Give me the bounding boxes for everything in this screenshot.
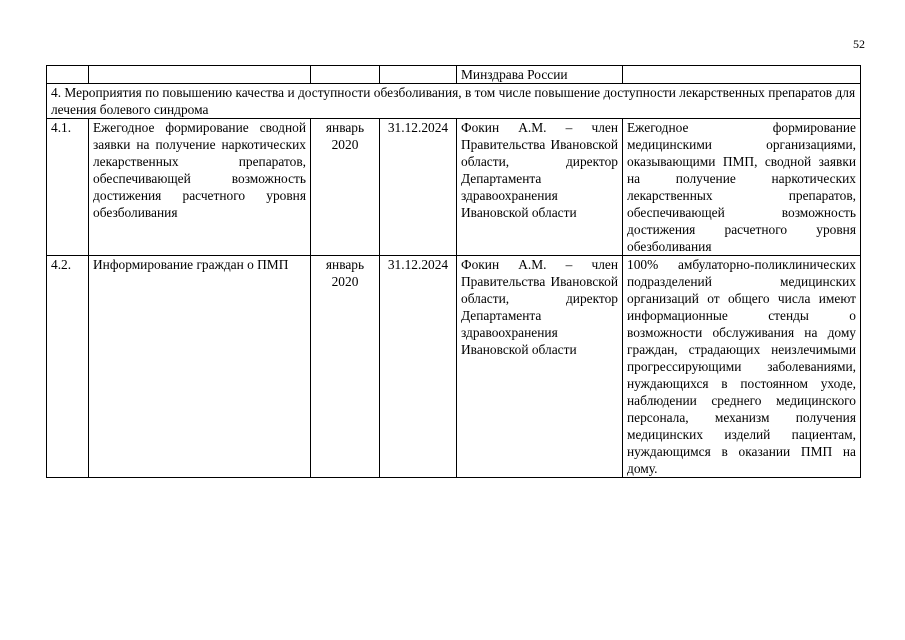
end-cell: 31.12.2024 [380,119,457,256]
number-cell: 4.1. [47,119,89,256]
responsible-cell: Фокин А.М. – член Правительства Ивановской области, директор Департамента здравоохранения Ивановской области [457,119,623,256]
table-row [47,119,861,256]
start-cell [311,66,380,84]
result-cell: 100% амбулаторно-поликлинических подразделений медицинских организаций от общего числа имеют информационные стенды о возможности обслуживания на дому граждан, страдающих неизлечимыми прогрессирующими заболеваниями, нуждающихся в постоянном уходе, наблюдении среднего медицинского персонала, механизм получения медицинских изделий пациентам, нуждающимся в оказании ПМП на дому. [623,256,861,478]
result-cell [623,66,861,84]
result-cell: Ежегодное формирование медицинскими организациями, оказывающими ПМП, сводной заявки на получение наркотических лекарственных препаратов, обеспечивающей возможность достижения расчетного уровня обезболивания [623,119,861,256]
end-cell [380,66,457,84]
start-cell: январь 2020 [311,256,380,478]
table-row [47,256,861,478]
responsible-cell: Минздрава России [457,66,623,84]
section-title: 4. Мероприятия по повышению качества и доступности обезболивания, в том числе повышение доступности лекарственных препаратов для лечения болевого синдрома [47,84,861,119]
measure-cell [89,66,311,84]
end-cell: 31.12.2024 [380,256,457,478]
start-cell: январь 2020 [311,119,380,256]
page-number: 52 [853,37,865,51]
continued-row [47,66,861,84]
measures-table [46,65,861,478]
measure-cell: Информирование граждан о ПМП [89,256,311,478]
responsible-cell: Фокин А.М. – член Правительства Ивановской области, директор Департамента здравоохранения Ивановской области [457,256,623,478]
measure-cell: Ежегодное формирование сводной заявки на получение наркотических лекарственных препаратов, обеспечивающей возможность достижения расчетного уровня обезболивания [89,119,311,256]
number-cell: 4.2. [47,256,89,478]
number-cell [47,66,89,84]
section-header-row [47,84,861,119]
